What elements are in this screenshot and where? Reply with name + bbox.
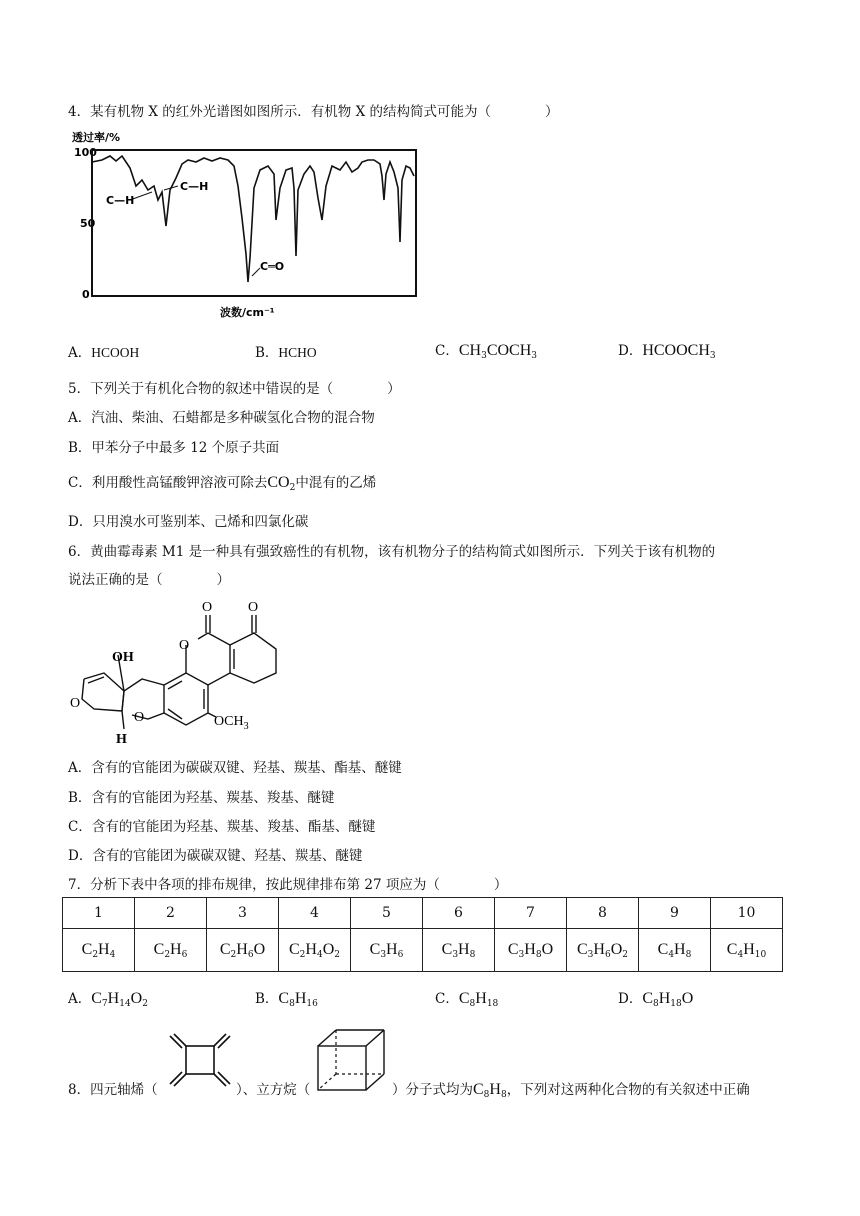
ir-ch-label-1: C—H — [106, 194, 135, 207]
table-header-cell: 9 — [639, 898, 711, 929]
label-o-ring: O — [179, 638, 190, 653]
label-o-carbonyl-1: O — [202, 600, 213, 615]
ir-ytick-0: 0 — [82, 288, 90, 301]
table-formula-cell: $C_3H_6$ — [351, 929, 423, 972]
q6-stem-line2: 说法正确的是（ ） — [68, 572, 230, 588]
ir-xlabel: 波数/cm⁻¹ — [220, 306, 275, 319]
label-h: H — [116, 732, 127, 747]
table-formula-cell: $C_2H_4O_2$ — [279, 929, 351, 972]
q7-option-b[interactable]: B．$C_8H_{16}$ — [255, 990, 318, 1009]
q5-option-d[interactable]: D．只用溴水可鉴别苯、己烯和四氯化碳 — [68, 514, 309, 530]
table-formula-cell: $C_2H_6$ — [135, 929, 207, 972]
table-formula-cell: $C_3H_8$ — [423, 929, 495, 972]
q7-option-d[interactable]: D．$C_8H_{18}O$ — [618, 990, 694, 1009]
table-formula-cell: $C_3H_8O$ — [495, 929, 567, 972]
ir-spectrum-curve — [92, 156, 414, 282]
table-header-cell: 3 — [207, 898, 279, 929]
table-formula-cell: $C_4H_8$ — [639, 929, 711, 972]
table-header-cell: 5 — [351, 898, 423, 929]
ir-ch-label-2: C—H — [180, 180, 209, 193]
label-o-furan-1: O — [70, 696, 81, 711]
table-formula-cell: $C_2H_6O$ — [207, 929, 279, 972]
cubane-structure — [314, 1028, 390, 1094]
radialene-structure — [166, 1030, 236, 1090]
q4-option-c[interactable]: C．$CH_3COCH_3$ — [435, 342, 537, 361]
q6-option-a[interactable]: A．含有的官能团为碳碳双键、羟基、羰基、酯基、醚键 — [68, 760, 402, 776]
table-header-cell: 4 — [279, 898, 351, 929]
sequence-table — [62, 897, 783, 972]
q6-option-c[interactable]: C．含有的官能团为羟基、羰基、羧基、酯基、醚键 — [68, 819, 376, 835]
q7-option-a[interactable]: A．$C_7H_{14}O_2$ — [68, 990, 148, 1009]
q5-option-b[interactable]: B．甲苯分子中最多 12 个原子共面 — [68, 440, 280, 456]
q6-option-d[interactable]: D．含有的官能团为碳碳双键、羟基、羰基、醚键 — [68, 848, 363, 864]
q4-stem: 4．某有机物 X 的红外光谱图如图所示．有机物 X 的结构简式可能为（ ） — [68, 104, 559, 120]
label-o-furan-2: O — [134, 710, 145, 725]
q8-formula: C — [473, 1081, 484, 1098]
q4-option-d[interactable]: D．$HCOOCH_3$ — [618, 342, 716, 361]
ir-ytick-100: 100 — [74, 146, 97, 159]
table-header-cell: 2 — [135, 898, 207, 929]
table-header-cell: 8 — [567, 898, 639, 929]
q7-option-c[interactable]: C．$C_8H_{18}$ — [435, 990, 499, 1009]
table-header-cell: 6 — [423, 898, 495, 929]
ir-ytick-50: 50 — [80, 217, 96, 230]
q5-stem: 5．下列关于有机化合物的叙述中错误的是（ ） — [68, 381, 401, 397]
table-header-cell: 1 — [63, 898, 135, 929]
q8-stem-part1: 8．四元轴烯（ — [68, 1082, 158, 1098]
ir-co-label: C═O — [260, 260, 285, 273]
label-o-carbonyl-2: O — [248, 600, 259, 615]
aflatoxin-structure — [64, 597, 284, 747]
q6-stem-line1: 6．黄曲霉毒素 M1 是一种具有强致癌性的有机物，该有机物分子的结构简式如图所示．下列关于该有机物的 — [68, 544, 716, 560]
q7-stem: 7．分析下表中各项的排布规律，按此规律排布第 27 项应为（ ） — [68, 877, 508, 893]
q4-option-a[interactable]: A．HCOOH — [68, 345, 140, 361]
q8-stem-part2: ）、立方烷（ — [236, 1082, 311, 1098]
q4-option-b[interactable]: B．HCHO — [255, 345, 317, 361]
q5-option-a[interactable]: A．汽油、柴油、石蜡都是多种碳氢化合物的混合物 — [68, 410, 375, 426]
table-header-cell: 10 — [711, 898, 783, 929]
q8-stem-part3: ）分子式均为$C_8H_8$，下列对这两种化合物的有关叙述中正确 — [392, 1081, 750, 1100]
table-formula-cell: $C_4H_{10}$ — [711, 929, 783, 972]
table-formula-cell: $C_2H_4$ — [63, 929, 135, 972]
q6-option-b[interactable]: B．含有的官能团为羟基、羰基、羧基、醚键 — [68, 790, 335, 806]
ir-ylabel: 透过率/% — [72, 131, 121, 144]
label-oh: OH — [112, 650, 134, 665]
table-header-cell: 7 — [495, 898, 567, 929]
label-och3: $OCH_3$ — [214, 714, 249, 732]
table-formula-cell: $C_3H_6O_2$ — [567, 929, 639, 972]
q5-option-c[interactable]: C．利用酸性高锰酸钾溶液可除去$CO_2$中混有的乙烯 — [68, 474, 377, 493]
ir-spectrum-chart — [70, 128, 430, 320]
